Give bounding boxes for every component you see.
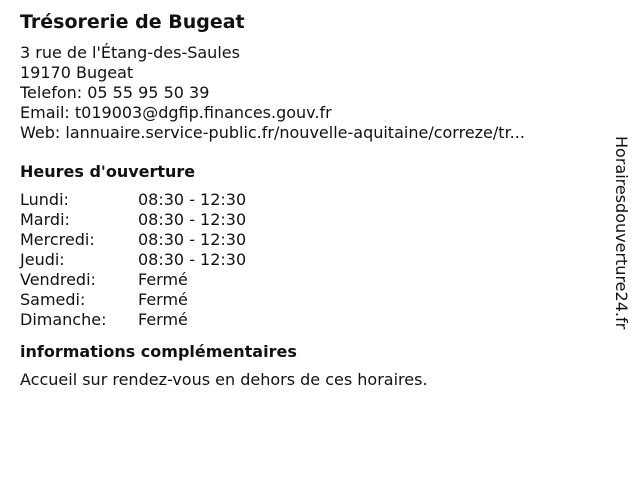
day-hours: 08:30 - 12:30 <box>138 230 247 249</box>
day-hours: 08:30 - 12:30 <box>138 250 247 269</box>
hours-row-lundi <box>20 190 246 210</box>
day-label: Mercredi: <box>20 230 95 249</box>
day-hours: Fermé <box>138 290 188 309</box>
phone-label: Telefon: <box>20 83 83 102</box>
hours-row-jeudi <box>20 250 246 270</box>
info-title: informations complémentaires <box>20 342 297 361</box>
day-hours: 08:30 - 12:30 <box>138 210 247 229</box>
day-label: Samedi: <box>20 290 86 309</box>
day-label: Lundi: <box>20 190 69 209</box>
listing-title: Trésorerie de Bugeat <box>20 11 245 33</box>
day-label: Vendredi: <box>20 270 96 289</box>
hours-title: Heures d'ouverture <box>20 162 196 181</box>
hours-row-dimanche <box>20 310 246 330</box>
hours-row-vendredi <box>20 270 246 290</box>
hours-row-mercredi <box>20 230 246 250</box>
web-link[interactable]: lannuaire.service-public.fr/nouvelle-aquitaine/correze/tr... <box>65 123 525 142</box>
site-watermark: Horairesdouverture24.fr <box>612 136 631 330</box>
web-row <box>20 123 600 143</box>
day-label: Mardi: <box>20 210 70 229</box>
email-link[interactable]: t019003@dgfip.finances.gouv.fr <box>74 103 332 122</box>
address-line-city: 19170 Bugeat <box>20 63 134 82</box>
day-hours: Fermé <box>138 310 188 329</box>
phone-row <box>20 83 600 103</box>
address-line-street: 3 rue de l'Étang-des-Saules <box>20 43 240 62</box>
day-hours: 08:30 - 12:30 <box>138 190 247 209</box>
phone-link[interactable]: 05 55 95 50 39 <box>87 83 210 102</box>
email-label: Email: <box>20 103 70 122</box>
hours-row-mardi <box>20 210 246 230</box>
web-label: Web: <box>20 123 61 142</box>
hours-row-samedi <box>20 290 246 310</box>
hours-table <box>20 190 246 330</box>
listing-card <box>20 9 600 390</box>
day-hours: Fermé <box>138 270 188 289</box>
day-label: Dimanche: <box>20 310 107 329</box>
info-text: Accueil sur rendez-vous en dehors de ces horaires. <box>20 370 428 389</box>
email-row <box>20 103 600 123</box>
day-label: Jeudi: <box>20 250 65 269</box>
